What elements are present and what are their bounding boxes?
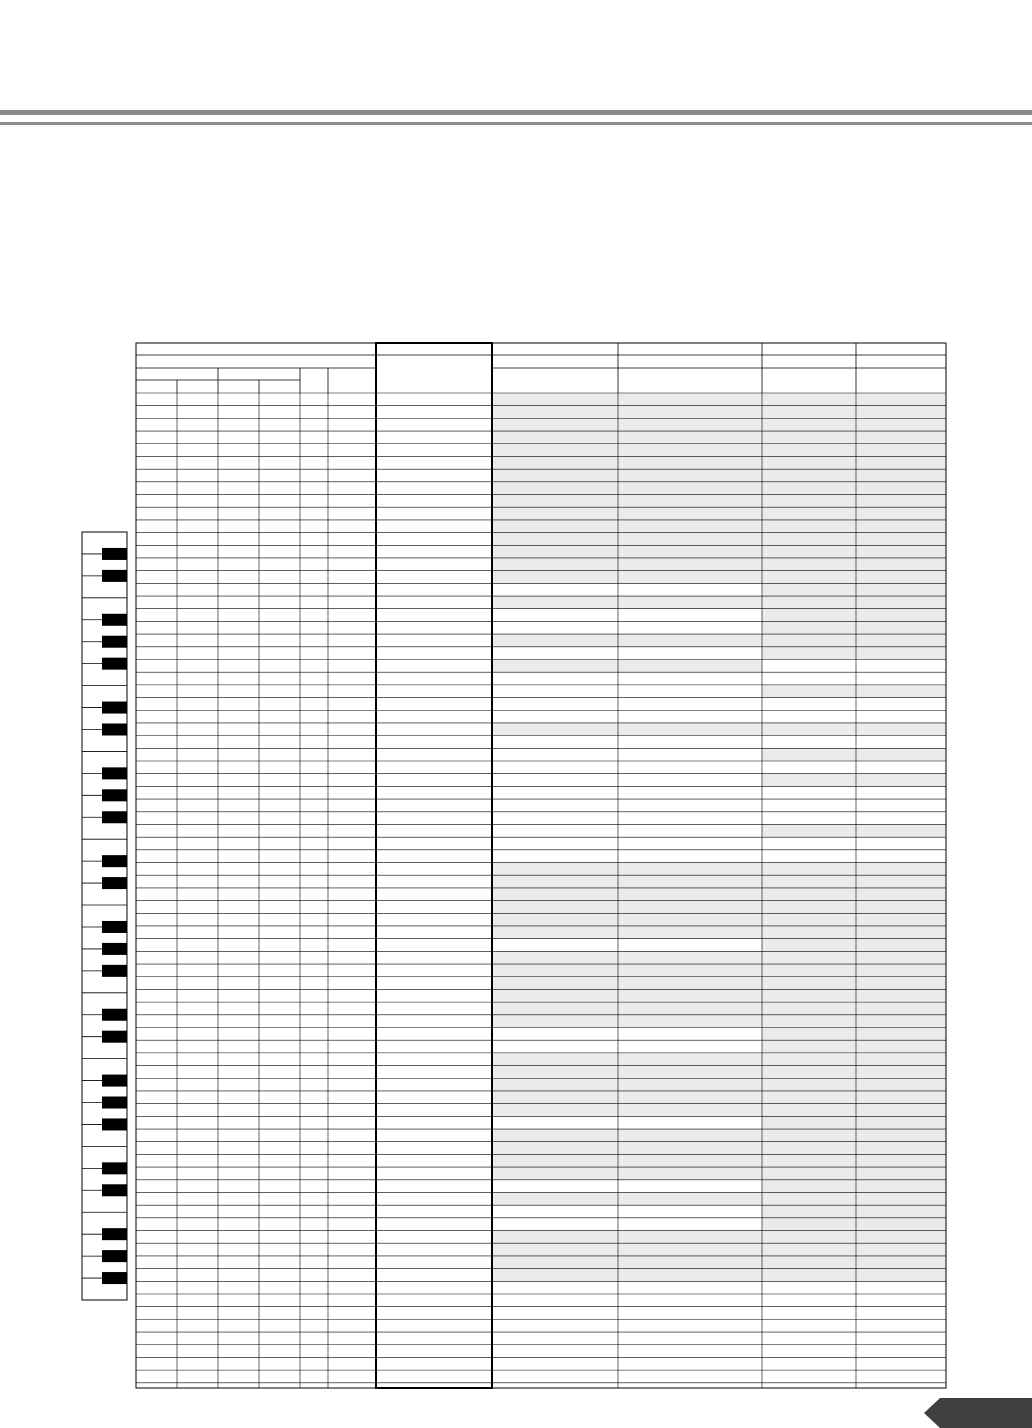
black-key — [102, 965, 127, 977]
black-key — [102, 570, 127, 582]
black-key — [102, 1009, 127, 1021]
black-key — [102, 1162, 127, 1174]
black-key — [102, 921, 127, 933]
black-key — [102, 811, 127, 823]
black-key — [102, 789, 127, 801]
black-key — [102, 877, 127, 889]
black-key — [102, 1250, 127, 1262]
black-key — [102, 855, 127, 867]
page-tab-shape — [924, 1398, 1032, 1428]
black-key — [102, 1075, 127, 1087]
black-key — [102, 548, 127, 560]
black-key — [102, 723, 127, 735]
black-key — [102, 1031, 127, 1043]
black-key — [102, 614, 127, 626]
black-key — [102, 658, 127, 670]
black-key — [102, 1228, 127, 1240]
black-key — [102, 1272, 127, 1284]
black-key — [102, 702, 127, 714]
black-key — [102, 1184, 127, 1196]
black-key — [102, 1097, 127, 1109]
black-key — [102, 1118, 127, 1130]
black-key — [102, 943, 127, 955]
black-key — [102, 767, 127, 779]
page-number-tab — [924, 1398, 1032, 1428]
black-key — [102, 636, 127, 648]
